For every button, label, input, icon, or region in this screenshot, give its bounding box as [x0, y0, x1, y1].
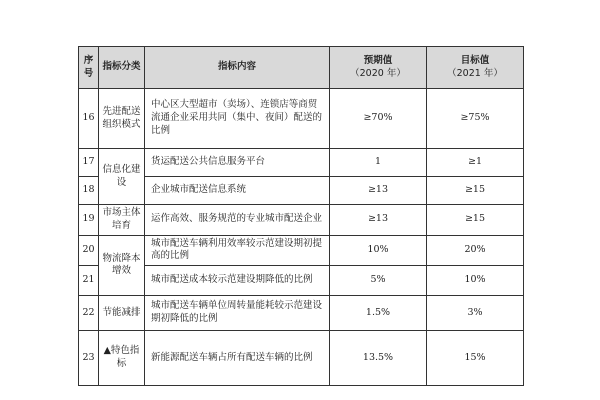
row-content: 货运配送公共信息服务平台 [145, 149, 330, 177]
row-category: ▲特色指标 [99, 331, 145, 386]
row-expected: 10% [330, 235, 427, 266]
row-expected: 5% [330, 266, 427, 296]
row-no: 18 [79, 177, 99, 205]
row-expected: ≥13 [330, 205, 427, 236]
row-category: 节能减排 [99, 296, 145, 331]
row-category: 信息化建设 [99, 149, 145, 205]
row-content: 运作高效、服务规范的专业城市配送企业 [145, 205, 330, 236]
header-expected-label: 预期值 [363, 54, 393, 66]
table-row [79, 296, 524, 331]
row-target: ≥15 [427, 177, 524, 205]
row-content: 新能源配送车辆占所有配送车辆的比例 [145, 331, 330, 386]
row-no: 21 [79, 266, 99, 296]
row-content: 城市配送车辆利用效率较示范建设期初提高的比例 [145, 235, 330, 266]
row-target: 20% [427, 235, 524, 266]
table-row [79, 235, 524, 266]
row-no: 20 [79, 235, 99, 266]
row-category: 市场主体培育 [99, 205, 145, 236]
row-category: 先进配送组织模式 [99, 89, 145, 149]
header-content: 指标内容 [145, 47, 330, 89]
row-content: 企业城市配送信息系统 [145, 177, 330, 205]
row-no: 16 [79, 89, 99, 149]
row-target: ≥1 [427, 149, 524, 177]
row-content: 中心区大型超市（卖场）、连锁店等商贸流通企业采用共同（集中、夜间）配送的比例 [145, 89, 330, 149]
row-no: 17 [79, 149, 99, 177]
header-expected-year: （2020 年） [350, 67, 406, 79]
header-category: 指标分类 [99, 47, 145, 89]
row-expected: ≥13 [330, 177, 427, 205]
header-expected [330, 47, 427, 89]
table-row [79, 177, 524, 205]
header-target-year: （2021 年） [447, 67, 503, 79]
row-no: 22 [79, 296, 99, 331]
row-no: 19 [79, 205, 99, 236]
header-no: 序号 [79, 47, 99, 89]
row-target: 15% [427, 331, 524, 386]
row-content: 城市配送成本较示范建设期降低的比例 [145, 266, 330, 296]
table-row [79, 331, 524, 386]
row-expected: 1 [330, 149, 427, 177]
indicator-table [78, 46, 524, 386]
row-target: 3% [427, 296, 524, 331]
row-expected: ≥70% [330, 89, 427, 149]
header-target [427, 47, 524, 89]
row-category: 物流降本增效 [99, 235, 145, 296]
table-row [79, 89, 524, 149]
table-row [79, 205, 524, 236]
row-target: ≥75% [427, 89, 524, 149]
table-row [79, 149, 524, 177]
row-expected: 1.5% [330, 296, 427, 331]
header-target-label: 目标值 [460, 54, 490, 66]
table-header-row [79, 47, 524, 89]
row-content: 城市配送车辆单位周转量能耗较示范建设期初降低的比例 [145, 296, 330, 331]
row-no: 23 [79, 331, 99, 386]
row-expected: 13.5% [330, 331, 427, 386]
row-target: 10% [427, 266, 524, 296]
row-target: ≥15 [427, 205, 524, 236]
table-row [79, 266, 524, 296]
